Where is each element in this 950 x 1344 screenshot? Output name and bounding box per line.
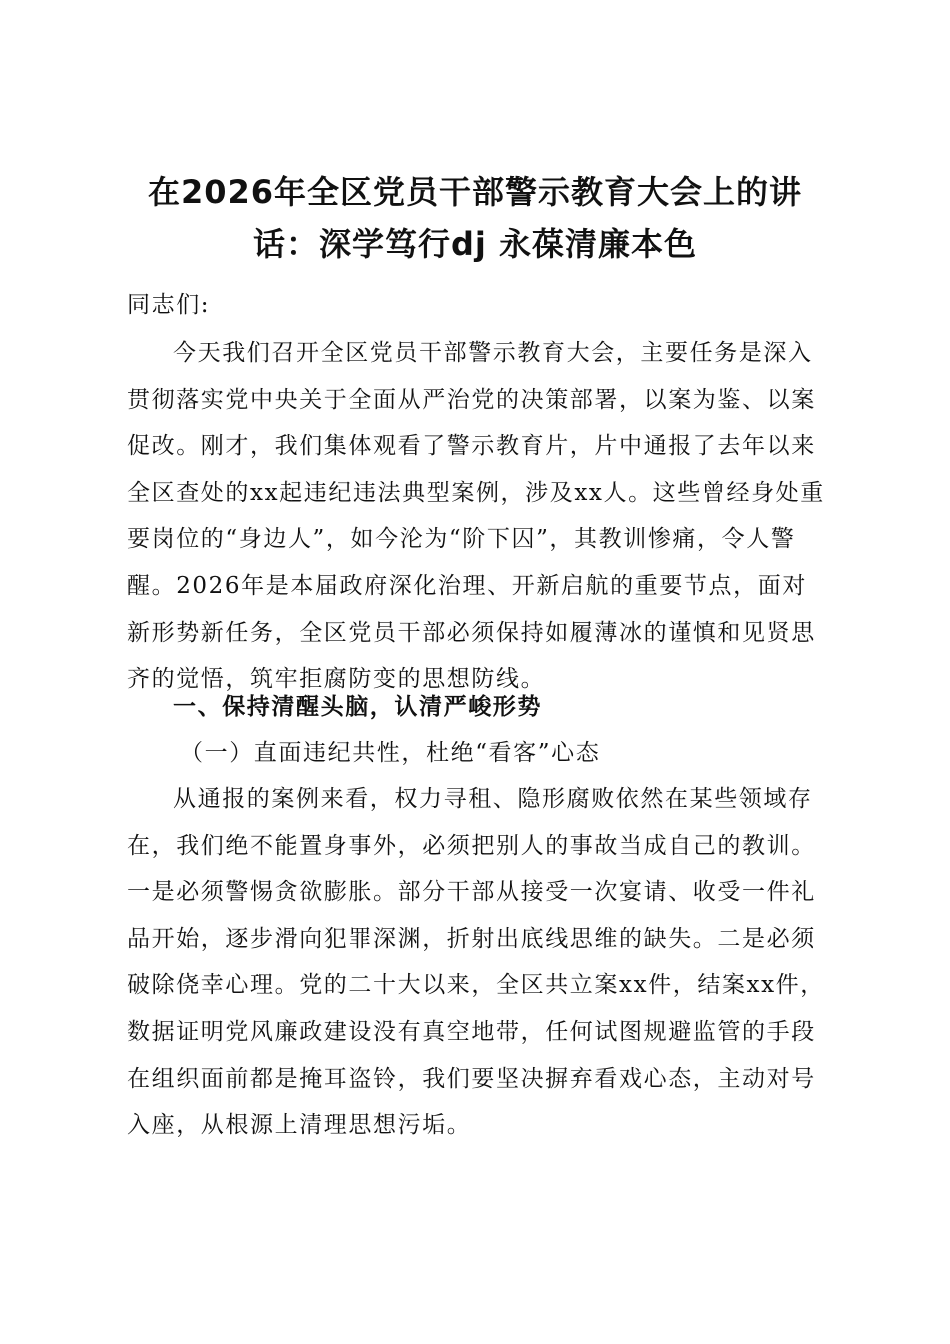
subsection-heading-1: （一）直面违纪共性，杜绝“看客”心态 [180, 740, 601, 766]
section-heading-1: 一、保持清醒头脑，认清严峻形势 [173, 694, 542, 720]
document-title: 在2026年全区党员干部警示教育大会上的讲话：深学笃行dj 永葆清廉本色 [147, 173, 803, 263]
salutation: 同志们: [127, 292, 211, 318]
opening-paragraph: 今天我们召开全区党员干部警示教育大会，主要任务是深入贯彻落实党中央关于全面从严治党的决策部署，以案为鉴、以案促改。刚才，我们集体观看了警示教育片，片中通报了去年以来全区查处的xx起违纪违法典型案例，涉及xx人。这些曾经身处重要岗位的“身边人”，如今沦为“阶下囚”，其教训惨痛，令人警醒。2026年是本届政府深化治理、开新启航的重要节点，面对新形势新任务，全区党员干部必须保持如履薄冰的谨慎和见贤思齐的觉悟，筑牢拒腐防变的思想防线。 [127, 340, 825, 693]
body-paragraph-2: 从通报的案例来看，权力寻租、隐形腐败依然在某些领域存在，我们绝不能置身事外，必须把别人的事故当成自己的教训。一是必须警惕贪欲膨胀。部分干部从接受一次宴请、收受一件礼品开始，逐步滑向犯罪深渊，折射出底线思维的缺失。二是必须破除侥幸心理。党的二十大以来，全区共立案xx件，结案xx件，数据证明党风廉政建设没有真空地带，任何试图规避监管的手段在组织面前都是掩耳盗铃，我们要坚决摒弃看戏心态，主动对号入座，从根源上清理思想污垢。 [127, 786, 825, 1139]
